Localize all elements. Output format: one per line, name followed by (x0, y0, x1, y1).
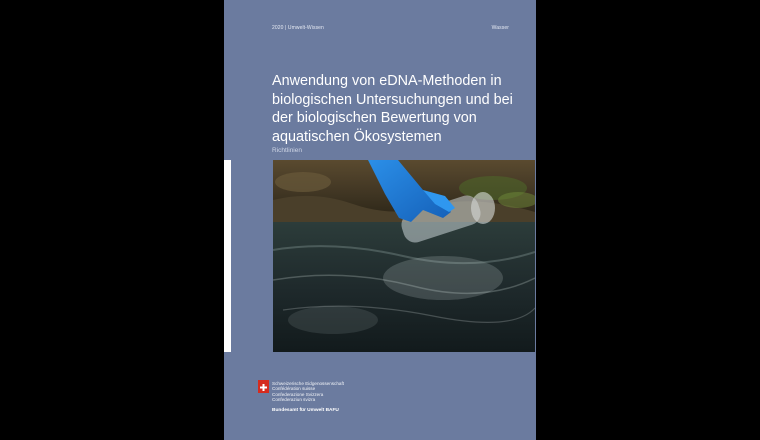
department-label: Bundesamt für Umwelt BAFU (272, 408, 339, 413)
series-label: 2020 | Umwelt-Wissen (272, 25, 324, 31)
cover-title: Anwendung von eDNA-Methoden in biologischen Untersuchungen und bei der biologischen Bewertung von aquatischen Ökosystemen (272, 73, 513, 145)
federation-names (272, 381, 344, 403)
cover-photo (273, 160, 535, 352)
accent-bar (224, 160, 231, 352)
swiss-cross-icon (258, 380, 269, 391)
org-line-rm: Confederaziun svizra (272, 397, 316, 403)
topic-label: Wasser (491, 25, 509, 31)
org-line-fr: Confédération suisse (272, 386, 316, 392)
org-line-de: Schweizerische Eidgenossenschaft (272, 381, 345, 386)
swiss-cross-graphic (258, 382, 269, 393)
org-line-it: Confederazione Svizzera (272, 391, 324, 397)
water-sampling-illustration (273, 160, 535, 352)
cover-subtitle: Richtlinien (272, 147, 302, 154)
